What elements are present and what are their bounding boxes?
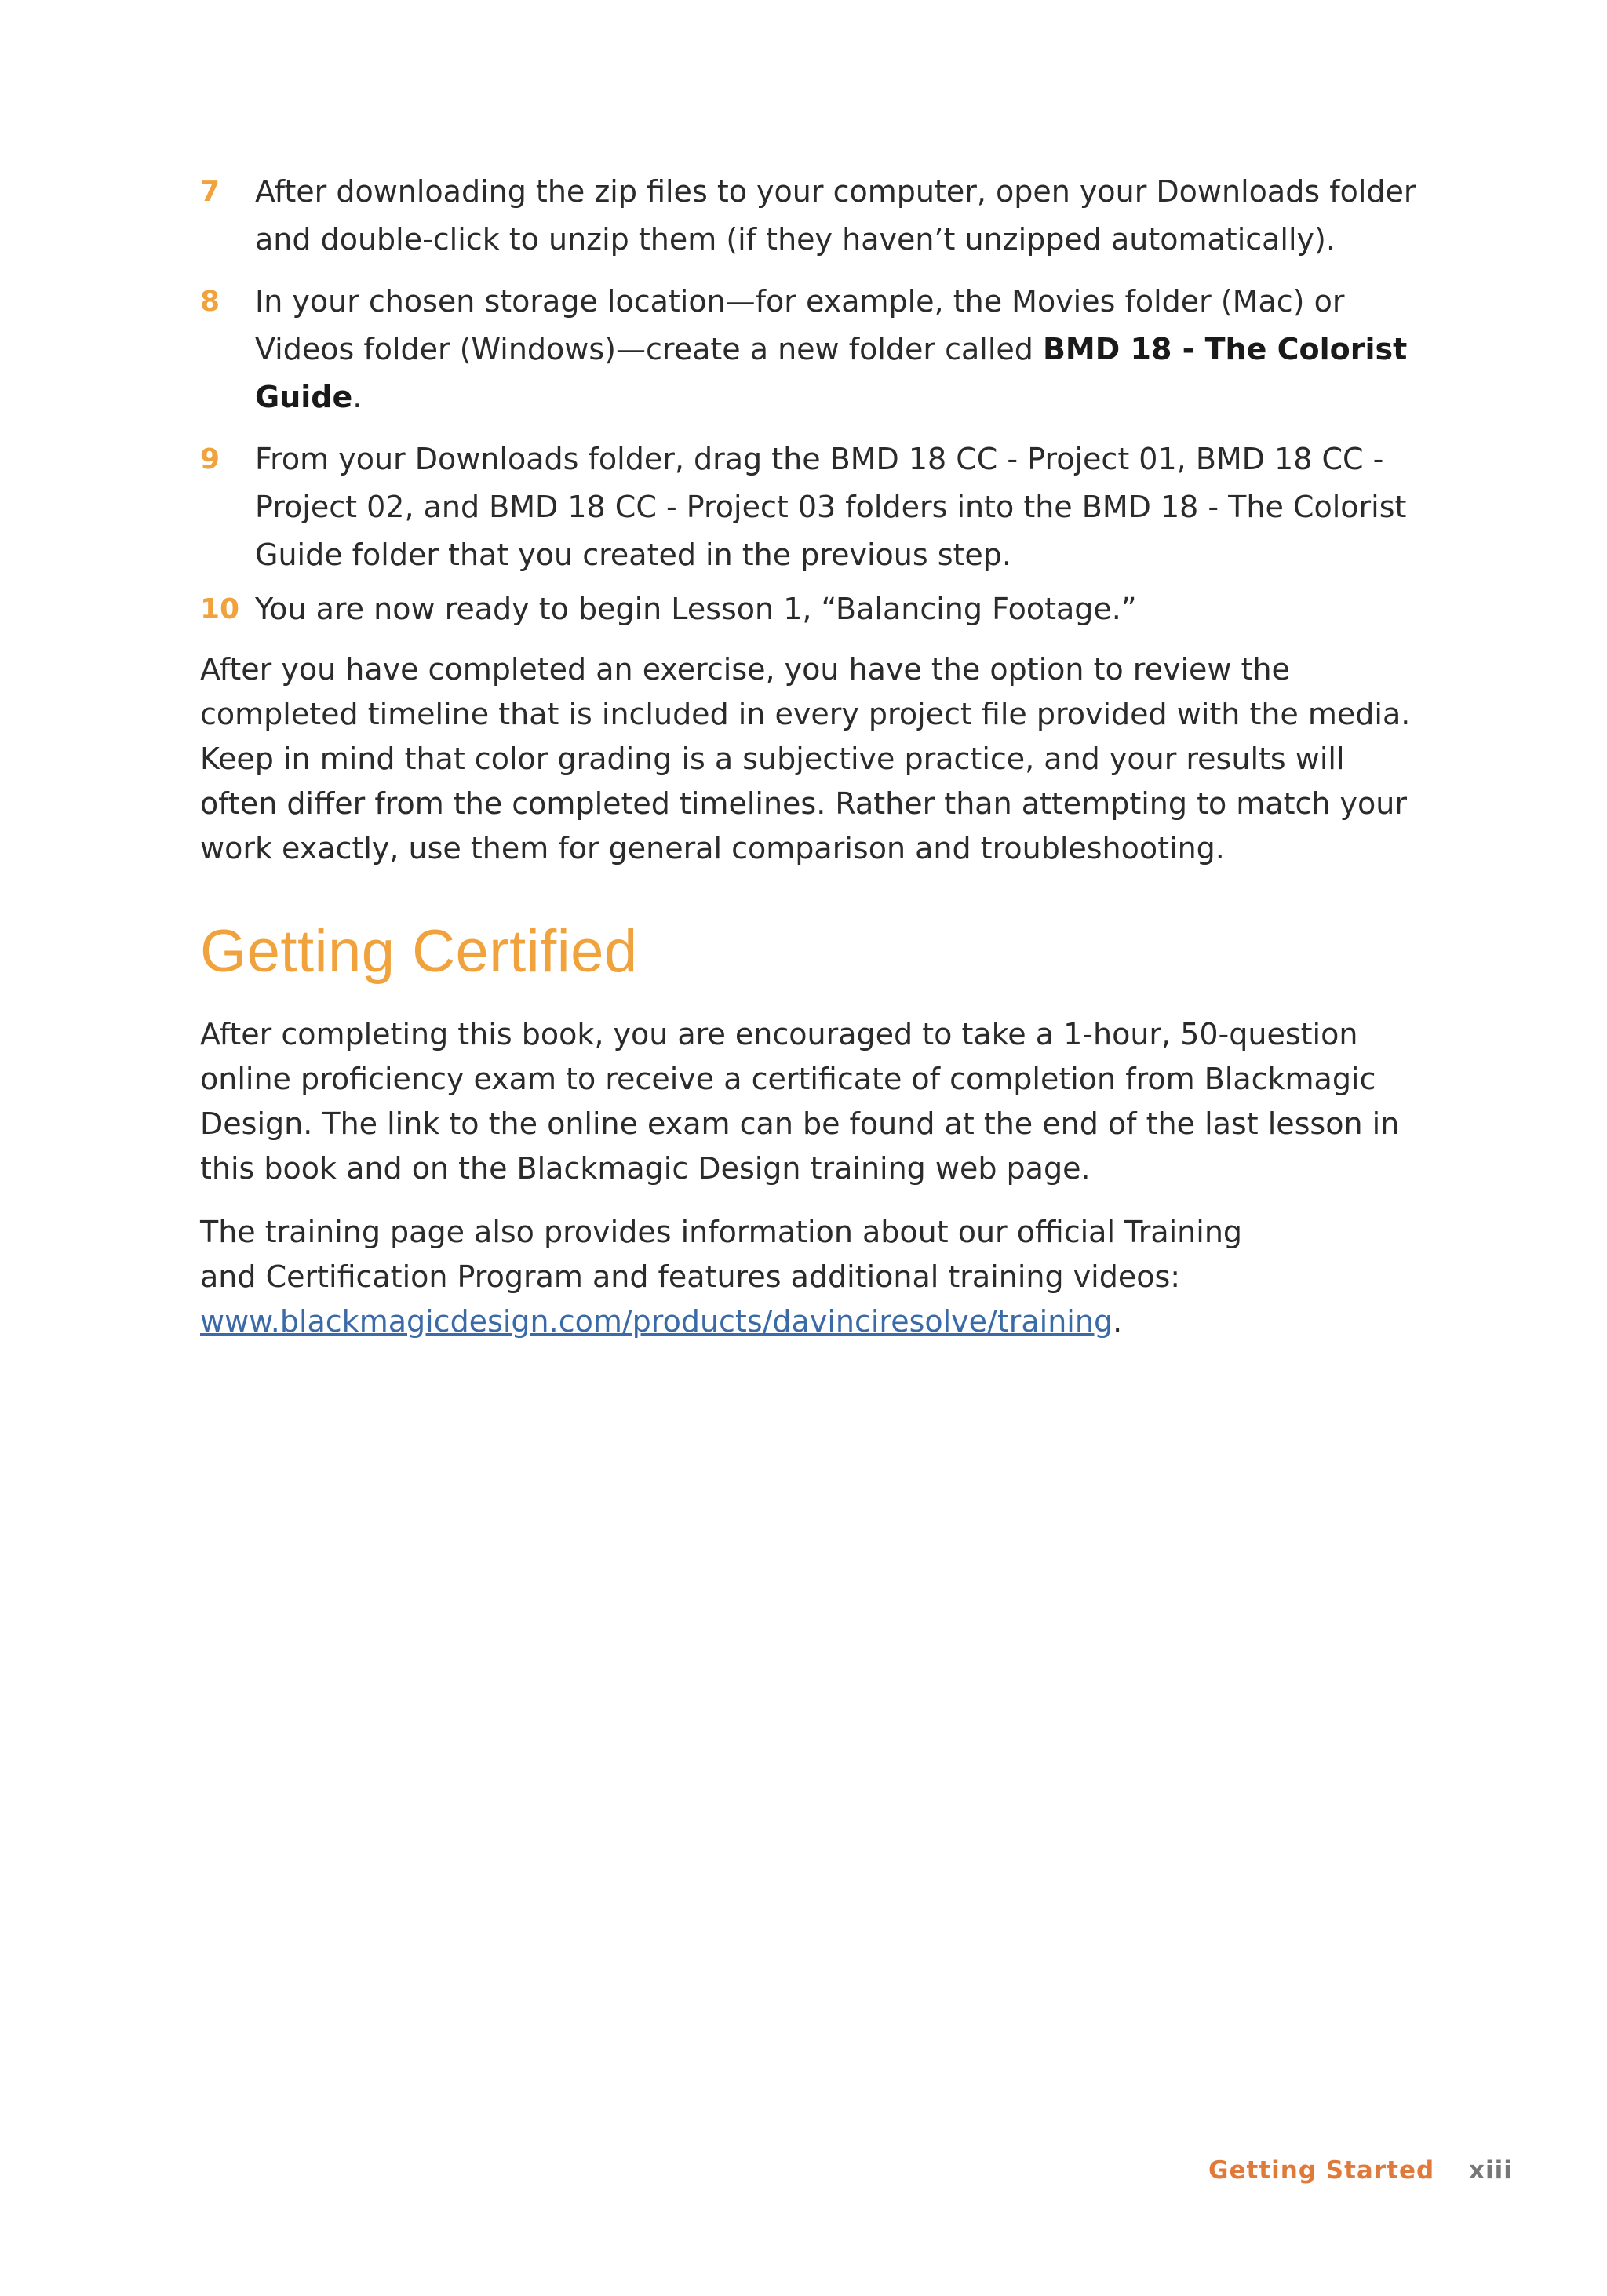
step-number: 9 (200, 443, 220, 476)
step-text: You are now ready to begin Lesson 1, “Balancing Footage.” (255, 592, 1137, 626)
step-9 (200, 436, 1424, 579)
training-text-line2: and Certification Program and features additional training videos: (200, 1259, 1181, 1294)
folder-name-bold: BMD 18 - The Colorist Guide (255, 332, 1408, 414)
training-text-line1: The training page also provides information about our official Training (200, 1215, 1243, 1249)
certification-paragraph: After completing this book, you are encouraged to take a 1-hour, 50-question online proficiency exam to receive a certificate of completion from Blackmagic Design. The link to the online exam can be found at the end of the last lesson in this book and on the Blackmagic Design training web page. (200, 1017, 1400, 1186)
step-number: 10 (200, 593, 240, 625)
footer-page-number: xiii (1469, 2156, 1513, 2185)
step-7 (200, 168, 1424, 264)
step-text-end: . (352, 380, 363, 414)
step-number: 7 (200, 176, 220, 208)
training-link[interactable]: www.blackmagicdesign.com/products/davinciresolve/training (200, 1304, 1113, 1339)
step-number: 8 (200, 286, 220, 318)
step-text: In your chosen storage location—for example, the Movies folder (Mac) or Videos folder (Windows)—create a new folder called (255, 284, 1345, 366)
footer-section-title: Getting Started (1208, 2156, 1435, 2185)
step-8 (200, 278, 1424, 421)
step-10 (200, 585, 1424, 633)
exercise-paragraph: After you have completed an exercise, you have the option to review the completed timeline that is included in every project file provided with the media. Keep in mind that color grading is a subjective practice, and your results will often differ from the completed timelines. Rather than attempting to match your work exactly, use them for general comparison and troubleshooting. (200, 652, 1411, 866)
step-text: After downloading the zip files to your computer, open your Downloads folder and double-click to unzip them (if they haven’t unzipped automatically). (255, 174, 1416, 257)
numbered-steps-list (200, 168, 1424, 647)
section-heading: Getting Certified (200, 918, 638, 985)
link-suffix: . (1113, 1304, 1123, 1339)
step-text: From your Downloads folder, drag the BMD 18 CC - Project 01, BMD 18 CC - Project 02, and BMD 18 CC - Project 03 folders into the BMD 18 - The Colorist Guide folder that you created in the previous step. (255, 442, 1407, 572)
training-paragraph (200, 1210, 1424, 1344)
